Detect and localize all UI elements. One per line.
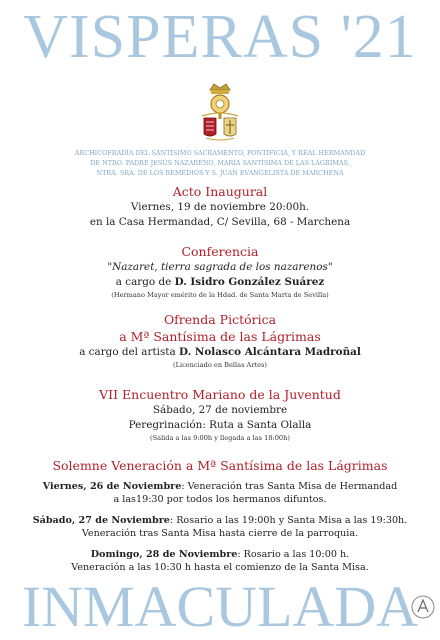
page-title: VISPERAS '21 — [23, 3, 417, 71]
day3-label: Domingo, 28 de Noviembre — [90, 549, 238, 560]
day3-text: : Rosario a las 10:00 h. — [237, 549, 350, 560]
speaker-name: D. Isidro González Suárez — [174, 276, 325, 288]
section-heading: Acto Inaugural — [172, 184, 268, 199]
brotherhood-emblem-icon — [196, 80, 244, 142]
section-subheading: a Mª Santísima de las Lágrimas — [119, 329, 321, 344]
section-heading: Solemne Veneración a Mª Santísima de las Lágrimas — [52, 458, 388, 473]
section-heading: Ofrenda Pictórica — [163, 312, 277, 327]
artist-prefix: a cargo del artista — [79, 346, 179, 358]
organization-name — [60, 148, 380, 178]
event-line: en la Casa Hermandad, C/ Sevilla, 68 - Marchena — [89, 216, 351, 228]
speaker-line — [0, 275, 440, 290]
seal-logo-icon — [410, 594, 436, 620]
org-line: DE NTRO. PADRE JESÚS NAZARENO, MARÍA SANTÍSIMA DE LAS LÁGRIMAS, — [90, 159, 350, 167]
speaker-note: (Hermano Mayor emérito de la Hdad. de Santa Marta de Sevilla) — [111, 291, 329, 299]
artist-note: (Licenciado en Bellas Artes) — [173, 361, 267, 369]
footer-title: INMACULADA — [21, 574, 419, 639]
event-line: Peregrinación: Ruta a Santa Olalla — [128, 419, 312, 431]
day2-label: Sábado, 27 de Noviembre — [32, 515, 170, 526]
veneracion-section — [0, 457, 440, 574]
day1-line — [0, 480, 440, 493]
day2-line — [0, 514, 440, 527]
artist-name: D. Nolasco Alcántara Madroñal — [178, 346, 361, 358]
org-line: ARCHICOFRADÍA DEL SANTÍSIMO SACRAMENTO, PONTIFICIA, Y REAL HERMANDAD — [74, 149, 366, 157]
acto-inaugural-section — [0, 183, 440, 230]
event-line: Sábado, 27 de noviembre — [152, 404, 288, 416]
speaker-prefix: a cargo de — [115, 276, 175, 288]
day1-text: : Veneración tras Santa Misa de Hermandad — [181, 481, 398, 492]
encuentro-section — [0, 386, 440, 443]
day1-line2: a las19:30 por todos los hermanos difuntos. — [113, 494, 327, 505]
day3-line — [0, 548, 440, 561]
day2-text: : Rosario a las 19:00h y Santa Misa a las 19:30h. — [169, 515, 408, 526]
section-heading: VII Encuentro Mariano de la Juventud — [99, 387, 341, 402]
org-line: NTRA. SRA. DE LOS REMEDIOS Y S. JUAN EVANGELISTA DE MARCHENA — [96, 169, 344, 177]
conferencia-section — [0, 243, 440, 300]
day1-label: Viernes, 26 de Noviembre — [42, 481, 182, 492]
artist-line — [0, 345, 440, 360]
day2-line2: Veneración tras Santa Misa hasta cierre de la parroquia. — [81, 528, 359, 539]
day3-line2: Veneración a las 10:30 h hasta el comienzo de la Santa Misa. — [71, 562, 369, 573]
event-line: Viernes, 19 de noviembre 20:00h. — [130, 201, 310, 213]
conference-quote: "Nazaret, tierra sagrada de los nazarenos" — [107, 261, 333, 273]
section-heading: Conferencia — [181, 244, 259, 259]
ofrenda-section — [0, 311, 440, 370]
encuentro-note: (Salida a las 9:00h y llegada a las 18:00h) — [150, 434, 290, 442]
